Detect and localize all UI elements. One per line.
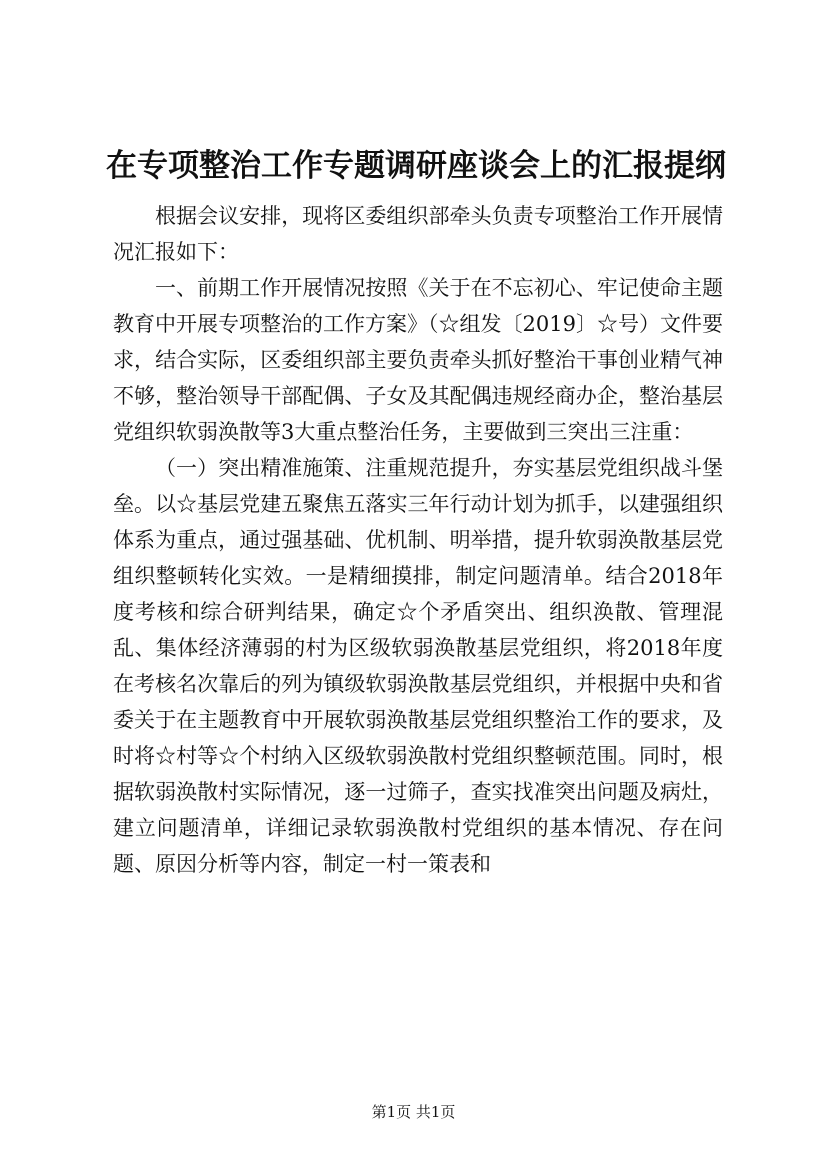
document-body xyxy=(113,198,723,882)
document-title: 在专项整治工作专题调研座谈会上的汇报提纲 xyxy=(106,148,726,184)
paragraph: 根据会议安排，现将区委组织部牵头负责专项整治工作开展情况汇报如下： xyxy=(113,204,723,264)
paragraph: （一）突出精准施策、注重规范提升，夯实基层党组织战斗堡垒。以☆基层党建五聚焦五落实三年行动计划为抓手，以建强组织体系为重点，通过强基础、优机制、明举措，提升软弱涣散基层党组织整顿转化实效。一是精细摸排，制定问题清单。结合2018年度考核和综合研判结果，确定☆个矛盾突出、组织涣散、管理混乱、集体经济薄弱的村为区级软弱涣散基层党组织，将2018年度在考核名次靠后的列为镇级软弱涣散基层党组织，并根据中央和省委关于在主题教育中开展软弱涣散基层党组织整治工作的要求，及时将☆村等☆个村纳入区级软弱涣散村党组织整顿范围。同时，根据软弱涣散村实际情况，逐一过筛子，查实找准突出问题及病灶，建立问题清单，详细记录软弱涣散村党组织的基本情况、存在问题、原因分析等内容，制定一村一策表和 xyxy=(113,456,723,876)
paragraph: 一、前期工作开展情况按照《关于在不忘初心、牢记使命主题教育中开展专项整治的工作方案》（☆组发〔2019〕☆号）文件要求，结合实际，区委组织部主要负责牵头抓好整治干事创业精气神不够，整治领导干部配偶、子女及其配偶违规经商办企，整治基层党组织软弱涣散等3大重点整治任务，主要做到三突出三注重： xyxy=(113,276,723,444)
page-footer: 第1页 共1页 xyxy=(371,1103,456,1121)
